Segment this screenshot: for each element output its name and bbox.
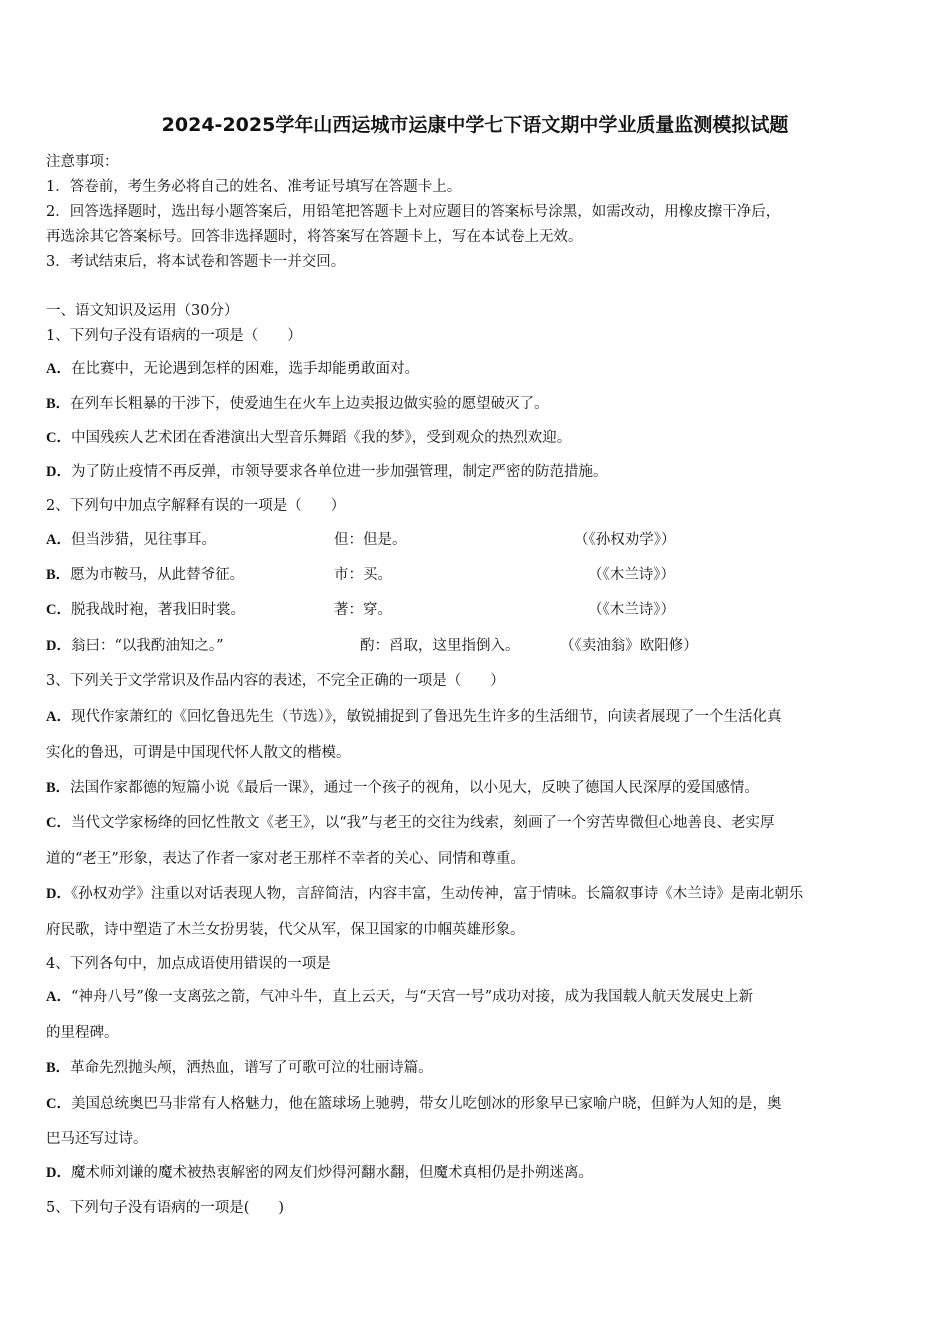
option-c: [46, 1094, 781, 1114]
option-text-continued: 的里程碑。: [46, 1025, 119, 1041]
option-c: [46, 813, 775, 833]
question-stem: 3、下列关于文学常识及作品内容的表述，不完全正确的一项是（ ）: [46, 673, 505, 689]
option-text: 为了防止疫情不再反弹，市领导要求各单位进一步加强管理，制定严密的防范措施。: [70, 464, 608, 480]
option-letter: C．: [46, 815, 71, 831]
option-d: [46, 636, 224, 656]
notice-item: 再选涂其它答案标号。回答非选择题时，将答案写在答题卡上，写在本试卷上无效。: [46, 229, 583, 245]
question-stem: 1、下列句子没有语病的一项是（ ）: [46, 328, 302, 344]
option-letter: A．: [46, 361, 71, 377]
option-text: 革命先烈抛头颅，洒热血，谱写了可歌可泣的壮丽诗篇。: [70, 1060, 433, 1076]
option-a: [46, 987, 753, 1007]
option-gloss: 但：但是。: [334, 532, 407, 548]
option-d: [46, 1163, 593, 1183]
option-source: （《木兰诗》）: [588, 602, 675, 618]
option-letter: D．: [46, 886, 71, 902]
option-source: （《孙权劝学》）: [574, 532, 676, 548]
option-d: [46, 884, 803, 904]
notice-item: 1．答卷前，考生务必将自己的姓名、准考证号填写在答题卡上。: [46, 179, 462, 195]
option-b: [46, 394, 549, 414]
option-text-continued: 巴马还写过诗。: [46, 1131, 148, 1147]
option-c: [46, 600, 245, 620]
option-text-continued: 道的“老王”形象，表达了作者一家对老王那样不幸者的关心、同情和尊重。: [46, 851, 525, 867]
question-stem: 5、下列句子没有语病的一项是( ): [46, 1200, 285, 1216]
option-text: 在比赛中，无论遇到怎样的困难，选手却能勇敢面对。: [70, 361, 419, 377]
option-letter: C．: [46, 602, 71, 618]
notice-item: 2．回答选择题时，选出每小题答案后，用铅笔把答题卡上对应题目的答案标号涂黑，如需改动，用橡皮擦干净后，: [46, 204, 781, 220]
option-letter: B．: [46, 567, 71, 583]
option-a: [46, 359, 419, 379]
option-letter: A．: [46, 989, 71, 1005]
option-text-continued: 实化的鲁迅，可谓是中国现代怀人散文的楷模。: [46, 745, 351, 761]
option-source: （《木兰诗》）: [588, 567, 675, 583]
option-text: 中国残疾人艺术团在香港演出大型音乐舞蹈《我的梦》，受到观众的热烈欢迎。: [70, 430, 572, 446]
option-text: “神舟八号”像一支离弦之箭，气冲斗牛，直上云天，与“天宫一号”成功对接，成为我国载人航天发展史上新: [70, 989, 754, 1005]
option-letter: D．: [46, 464, 71, 480]
question-stem: 4、下列各句中，加点成语使用错误的一项是: [46, 956, 331, 972]
option-letter: A．: [46, 532, 71, 548]
option-letter: C．: [46, 430, 71, 446]
option-a: [46, 530, 216, 550]
notice-heading: 注意事项：: [46, 154, 119, 170]
option-text-continued: 府民歌，诗中塑造了木兰女扮男装，代父从军，保卫国家的巾帼英雄形象。: [46, 922, 525, 938]
option-letter: B．: [46, 1060, 71, 1076]
option-letter: C．: [46, 1096, 71, 1112]
option-b: [46, 565, 244, 585]
option-b: [46, 778, 759, 798]
option-sentence: 但当涉猎，见往事耳。: [70, 532, 216, 548]
option-text: 《孙权劝学》注重以对话表现人物，言辞简洁，内容丰富，生动传神，富于情味。长篇叙事诗《木兰诗》是南北朝乐: [70, 886, 804, 902]
option-b: [46, 1058, 433, 1078]
option-text: 当代文学家杨绛的回忆性散文《老王》，以“我”与老王的交往为线索，刻画了一个穷苦卑微但心地善良、老实厚: [70, 815, 775, 831]
option-text: 美国总统奥巴马非常有人格魅力，他在篮球场上驰骋，带女儿吃刨冰的形象早已家喻户晓，但鲜为人知的是，奥: [70, 1096, 782, 1112]
option-letter: A．: [46, 709, 71, 725]
option-sentence: 脱我战时袍，著我旧时裳。: [70, 602, 245, 618]
option-gloss: 市：买。: [334, 567, 392, 583]
option-text: 现代作家萧红的《回忆鲁迅先生（节选）》，敏锐捕捉到了鲁迅先生许多的生活细节，向读者展现了一个生活化真: [70, 709, 782, 725]
notice-item: 3．考试结束后，将本试卷和答题卡一并交回。: [46, 254, 346, 270]
option-d: [46, 462, 607, 482]
option-gloss: 著：穿。: [334, 602, 392, 618]
option-c: [46, 428, 571, 448]
option-text: 法国作家都德的短篇小说《最后一课》，通过一个孩子的视角，以小见大，反映了德国人民深厚的爱国感情。: [70, 780, 759, 796]
option-letter: B．: [46, 780, 71, 796]
option-source: （《卖油翁》欧阳修）: [560, 638, 698, 654]
page-title: 2024-2025学年山西运城市运康中学七下语文期中学业质量监测模拟试题: [161, 114, 789, 136]
option-sentence: 翁曰：“以我酌油知之。”: [70, 638, 224, 654]
option-text: 在列车长粗暴的干涉下，使爱迪生在火车上边卖报边做实验的愿望破灭了。: [70, 396, 549, 412]
question-stem: 2、下列句中加点字解释有误的一项是（ ）: [46, 498, 346, 514]
option-letter: D．: [46, 638, 71, 654]
option-letter: D．: [46, 1165, 71, 1181]
option-a: [46, 707, 781, 727]
option-gloss: 酌：舀取，这里指倒入。: [360, 638, 520, 654]
section-heading: 一、语文知识及运用（30分）: [46, 303, 239, 319]
option-letter: B．: [46, 396, 71, 412]
option-text: 魔术师刘谦的魔术被热衷解密的网友们炒得河翻水翻，但魔术真相仍是扑朔迷离。: [70, 1165, 593, 1181]
option-sentence: 愿为市鞍马，从此替爷征。: [70, 567, 245, 583]
